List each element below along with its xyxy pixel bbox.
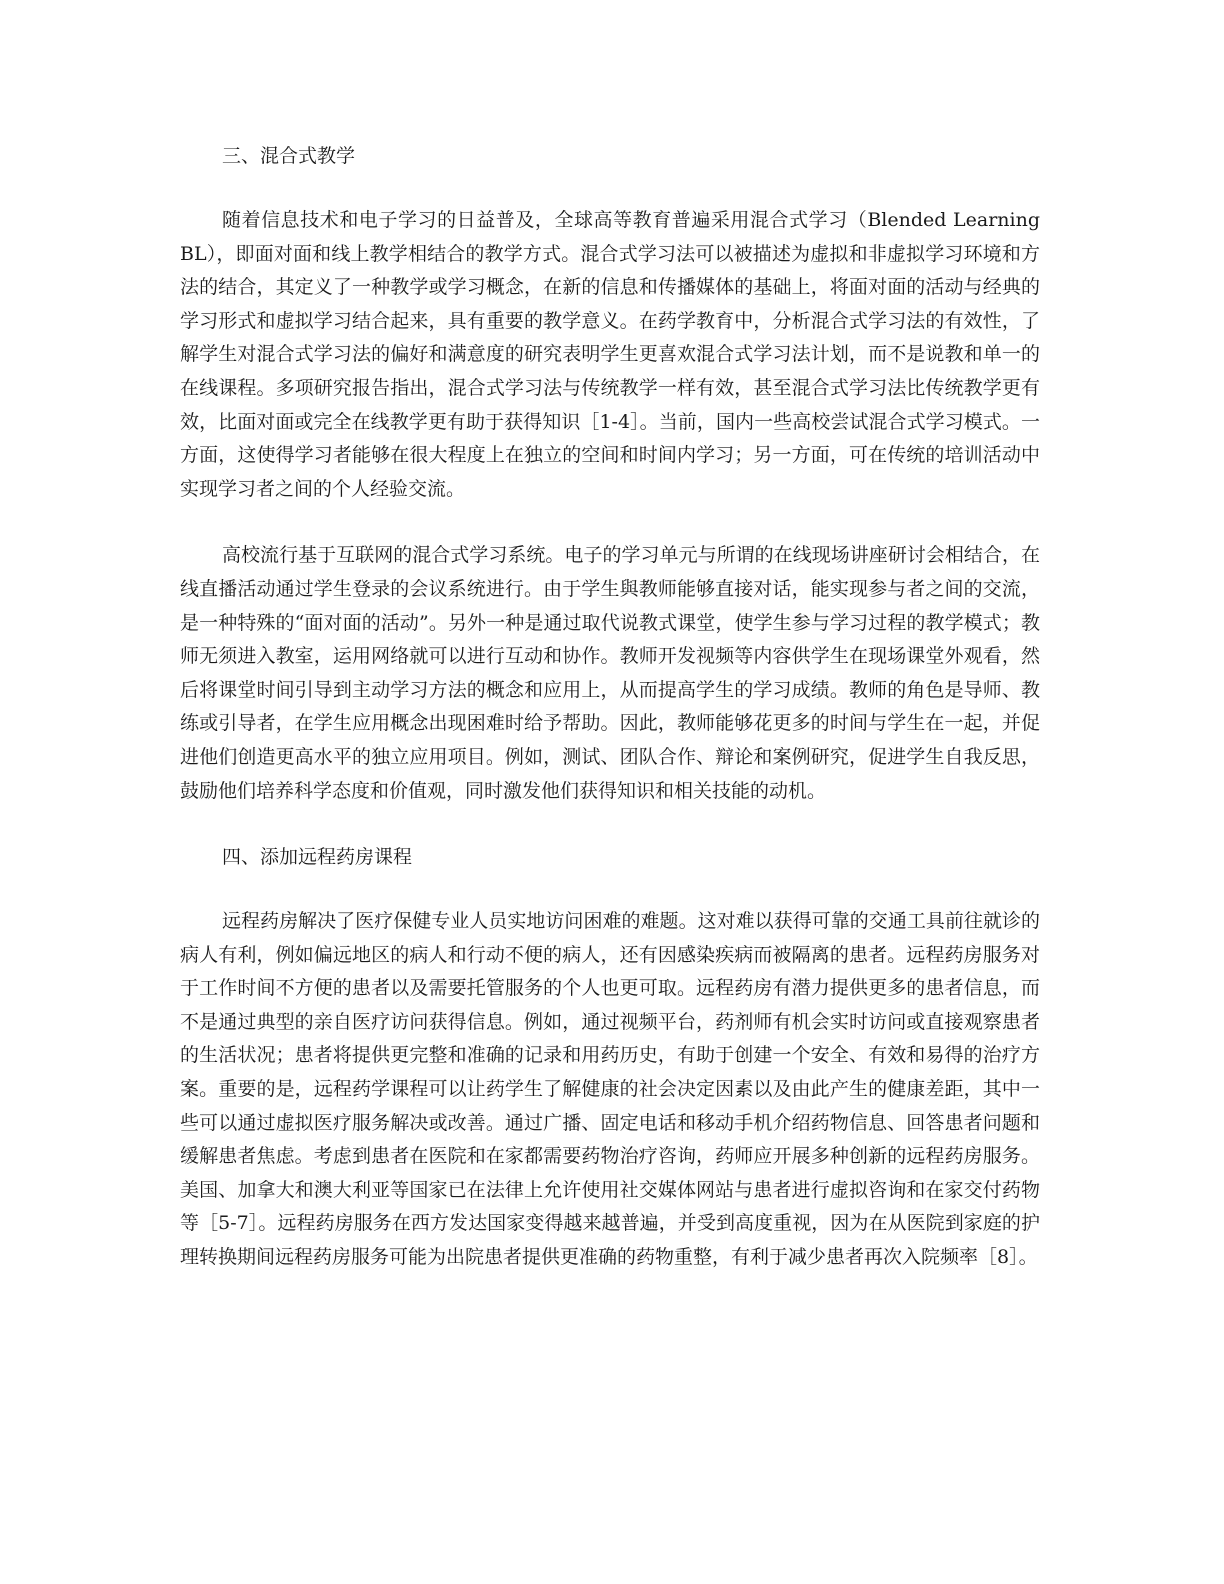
paragraph: 高校流行基于互联网的混合式学习系统。电子的学习单元与所谓的在线现场讲座研讨会相结合，在线直播活动通过学生登录的会议系统进行。由于学生與教师能够直接对话，能实现参与者之间的交流，是一种特殊的“面对面的活动”。另外一种是通过取代说教式课堂，使学生参与学习过程的教学模式；教师无须进入教室，运用网络就可以进行互动和协作。教师开发视频等内容供学生在现场课堂外观看，然后将课堂时间引导到主动学习方法的概念和应用上，从而提高学生的学习成绩。教师的角色是导师、教练或引导者，在学生应用概念出现困难时给予帮助。因此，教师能够花更多的时间与学生在一起，并促进他们创造更高水平的独立应用项目。例如，测试、团队合作、辩论和案例研究，促进学生自我反思，鼓励他们培养科学态度和价值观，同时激发他们获得知识和相关技能的动机。 — [180, 544, 1040, 802]
section-heading: 三、混合式教学 — [222, 145, 356, 167]
spacer — [180, 808, 1040, 841]
spacer — [180, 172, 1040, 204]
paragraph: 随着信息技术和电子学习的日益普及，全球高等教育普遍采用混合式学习（Blended Learning BL），即面对面和线上教学相结合的教学方式。混合式学习法可以被描述为虚拟和非虚拟学习环境和方法的结合，其定义了一种教学或学习概念，在新的信息和传播媒体的基础上，将面对面的活动与经典的学习形式和虚拟学习结合起来，具有重要的教学意义。在药学教育中，分析混合式学习法的有效性，了解学生对混合式学习法的偏好和满意度的研究表明学生更喜欢混合式学习法计划，而不是说教和单一的在线课程。多项研究报告指出，混合式学习法与传统教学一样有效，甚至混合式学习法比传统教学更有效，比面对面或完全在线教学更有助于获得知识［1-4］。当前，国内一些高校尝试混合式学习模式。一方面，这使得学习者能够在很大程度上在独立的空间和时间内学习；另一方面，可在传统的培训活动中实现学习者之间的个人经验交流。 — [180, 209, 1040, 500]
section-heading: 四、添加远程药房课程 — [222, 846, 413, 869]
paragraph: 远程药房解决了医疗保健专业人员实地访问困难的难题。这对难以获得可靠的交通工具前往就诊的病人有利，例如偏远地区的病人和行动不便的病人，还有因感染疾病而被隔离的患者。远程药房服务对于工作时间不方便的患者以及需要托管服务的个人也更可取。远程药房有潜力提供更多的患者信息，而不是通过典型的亲自医疗访问获得信息。例如，通过视频平台，药剂师有机会实时访问或直接观察患者的生活状况；患者将提供更完整和准确的记录和用药历史，有助于创建一个安全、有效和易得的治疗方案。重要的是，远程药学课程可以让药学生了解健康的社会决定因素以及由此产生的健康差距，其中一些可以通过虚拟医疗服务解决或改善。通过广播、固定电话和移动手机介绍药物信息、回答患者问题和缓解患者焦虑。考虑到患者在医院和在家都需要药物治疗咨询，药师应开展多种创新的远程药房服务。美国、加拿大和澳大利亚等国家已在法律上允许使用社交媒体网站与患者进行虚拟咨询和在家交付药物等［5-7］。远程药房服务在西方发达国家变得越来越普遍，并受到高度重视，因为在从医院到家庭的护理转换期间远程药房服务可能为出院患者提供更准确的药物重整，有利于减少患者再次入院频率［8］。 — [180, 910, 1040, 1269]
spacer — [180, 873, 1040, 905]
document-body — [180, 140, 1040, 1275]
spacer — [180, 506, 1040, 539]
